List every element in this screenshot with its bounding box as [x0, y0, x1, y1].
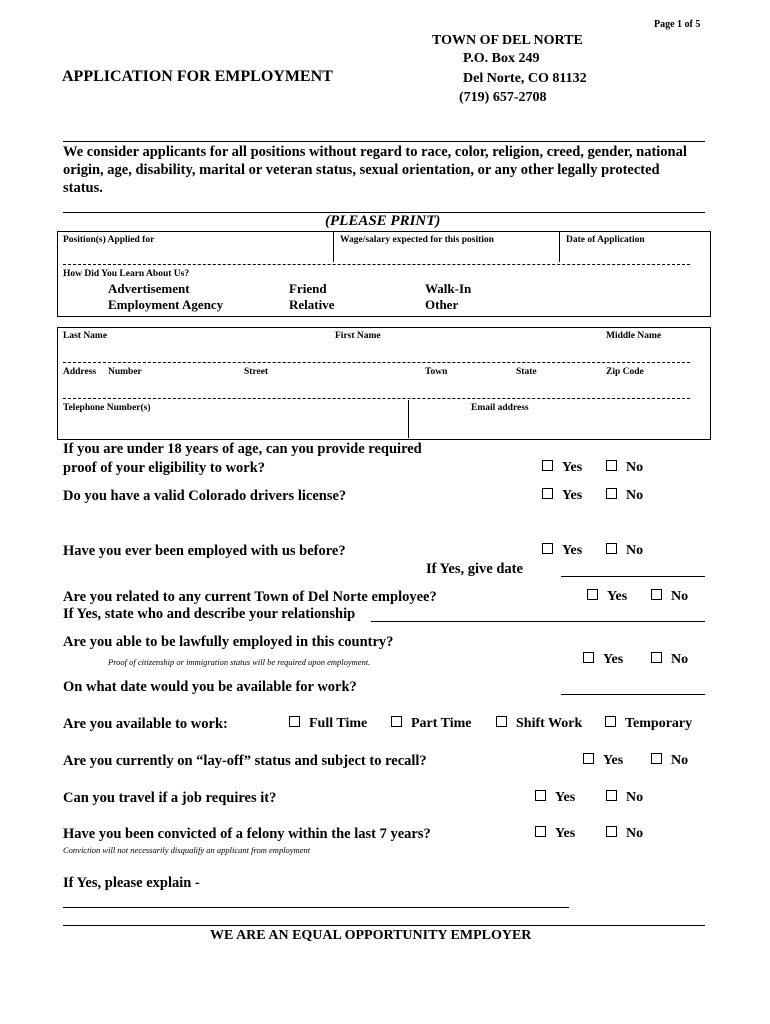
- q10-yes-option[interactable]: Yes: [535, 826, 575, 842]
- question-availability: Are you available to work:: [63, 716, 228, 732]
- checkbox-icon[interactable]: [542, 488, 553, 499]
- checkbox-icon[interactable]: [651, 652, 662, 663]
- q10-no-option[interactable]: No: [606, 826, 643, 842]
- checkbox-icon[interactable]: [535, 826, 546, 837]
- question-available-date: On what date would you be available for work?: [63, 679, 357, 695]
- q3-date-input-line[interactable]: [561, 576, 705, 577]
- q2-no-option[interactable]: No: [606, 488, 643, 504]
- divider: [63, 925, 705, 926]
- checkbox-icon[interactable]: [289, 716, 300, 727]
- q9-no-option[interactable]: No: [606, 790, 643, 806]
- telephone-label: Telephone Number(s): [63, 403, 151, 413]
- street-label: Street: [244, 367, 269, 377]
- middle-name-label: Middle Name: [606, 331, 662, 341]
- q4-relationship-input-line[interactable]: [371, 621, 705, 622]
- org-po-box: P.O. Box 249: [463, 51, 540, 66]
- q9-yes-option[interactable]: Yes: [535, 790, 575, 806]
- q5-note: Proof of citizenship or immigration status will be required upon employment.: [108, 657, 371, 667]
- checkbox-icon[interactable]: [542, 543, 553, 554]
- divider: [559, 232, 560, 262]
- q4-followup-label: If Yes, state who and describe your relationship: [63, 606, 356, 622]
- checkbox-icon[interactable]: [587, 589, 598, 600]
- option-part-time[interactable]: Part Time: [391, 716, 472, 732]
- footer-eeo: WE ARE AN EQUAL OPPORTUNITY EMPLOYER: [210, 928, 532, 943]
- question-drivers-license: Do you have a valid Colorado drivers license?: [63, 488, 347, 504]
- divider: [408, 400, 409, 438]
- q8-yes-option[interactable]: Yes: [583, 753, 623, 769]
- email-label: Email address: [471, 403, 529, 413]
- org-phone: (719) 657-2708: [459, 90, 547, 105]
- date-application-label: Date of Application: [566, 235, 645, 245]
- source-relative[interactable]: Relative: [289, 297, 335, 312]
- q1-no-option[interactable]: No: [606, 460, 643, 476]
- source-friend[interactable]: Friend: [289, 281, 327, 296]
- checkbox-icon[interactable]: [651, 753, 662, 764]
- number-label: Number: [108, 367, 142, 377]
- checkbox-icon[interactable]: [535, 790, 546, 801]
- address-label: Address: [63, 367, 97, 377]
- question-explain: If Yes, please explain -: [63, 875, 200, 891]
- option-shift-work[interactable]: Shift Work: [496, 716, 582, 732]
- q3-no-option[interactable]: No: [606, 543, 643, 559]
- divider: [63, 141, 705, 142]
- question-eligibility-line2: proof of your eligibility to work?: [63, 460, 266, 476]
- checkbox-icon[interactable]: [651, 589, 662, 600]
- q2-yes-option[interactable]: Yes: [542, 488, 582, 504]
- option-temporary[interactable]: Temporary: [605, 716, 692, 732]
- source-advertisement[interactable]: Advertisement: [108, 281, 190, 296]
- option-full-time[interactable]: Full Time: [289, 716, 367, 732]
- eeo-statement: We consider applicants for all positions without regard to race, color, religion, creed, gender, national origin, age, disability, marital or veteran status, sexual orientation, or any other legally protected status.: [63, 144, 687, 196]
- q5-no-option[interactable]: No: [651, 652, 688, 668]
- source-employment-agency[interactable]: Employment Agency: [108, 297, 224, 312]
- explain-input-line[interactable]: [63, 907, 569, 908]
- question-lay-off: Are you currently on “lay-off” status and subject to recall?: [63, 753, 427, 769]
- checkbox-icon[interactable]: [391, 716, 402, 727]
- wage-label: Wage/salary expected for this position: [340, 235, 494, 245]
- checkbox-icon[interactable]: [583, 652, 594, 663]
- source-other[interactable]: Other: [425, 297, 459, 312]
- please-print: (PLEASE PRINT): [325, 213, 441, 229]
- q3-yes-option[interactable]: Yes: [542, 543, 582, 559]
- state-label: State: [516, 367, 537, 377]
- how-learn-label: How Did You Learn About Us?: [63, 269, 190, 279]
- zip-label: Zip Code: [606, 367, 644, 377]
- question-employed-before: Have you ever been employed with us before?: [63, 543, 346, 559]
- q4-yes-option[interactable]: Yes: [587, 589, 627, 605]
- q10-note: Conviction will not necessarily disqualify an applicant from employment: [63, 845, 311, 855]
- q5-yes-option[interactable]: Yes: [583, 652, 623, 668]
- q3-followup-label: If Yes, give date: [426, 561, 523, 577]
- q1-yes-option[interactable]: Yes: [542, 460, 582, 476]
- question-related-employee: Are you related to any current Town of Del Norte employee?: [63, 589, 437, 605]
- question-eligibility-line1: If you are under 18 years of age, can you provide required: [63, 441, 422, 457]
- checkbox-icon[interactable]: [496, 716, 507, 727]
- first-name-label: First Name: [335, 331, 381, 341]
- question-lawfully-employed: Are you able to be lawfully employed in this country?: [63, 634, 394, 650]
- source-walk-in[interactable]: Walk-In: [425, 281, 472, 296]
- checkbox-icon[interactable]: [542, 460, 553, 471]
- checkbox-icon[interactable]: [606, 790, 617, 801]
- page-number: Page 1 of 5: [654, 19, 701, 30]
- position-input-line[interactable]: [63, 264, 690, 265]
- checkbox-icon[interactable]: [606, 488, 617, 499]
- checkbox-icon[interactable]: [583, 753, 594, 764]
- question-felony: Have you been convicted of a felony within the last 7 years?: [63, 826, 431, 842]
- address-input-line[interactable]: [63, 398, 690, 399]
- divider: [333, 232, 334, 262]
- checkbox-icon[interactable]: [606, 460, 617, 471]
- org-city: Del Norte, CO 81132: [463, 71, 587, 86]
- applicant-info-box: [57, 327, 711, 440]
- checkbox-icon[interactable]: [605, 716, 616, 727]
- question-travel: Can you travel if a job requires it?: [63, 790, 277, 806]
- checkbox-icon[interactable]: [606, 543, 617, 554]
- q6-date-input-line[interactable]: [561, 694, 705, 695]
- page-title: APPLICATION FOR EMPLOYMENT: [62, 68, 333, 85]
- position-label: Position(s) Applied for: [63, 235, 155, 245]
- org-name: TOWN OF DEL NORTE: [432, 33, 583, 48]
- q8-no-option[interactable]: No: [651, 753, 688, 769]
- q4-no-option[interactable]: No: [651, 589, 688, 605]
- checkbox-icon[interactable]: [606, 826, 617, 837]
- name-input-line[interactable]: [63, 362, 690, 363]
- town-label: Town: [425, 367, 448, 377]
- last-name-label: Last Name: [63, 331, 108, 341]
